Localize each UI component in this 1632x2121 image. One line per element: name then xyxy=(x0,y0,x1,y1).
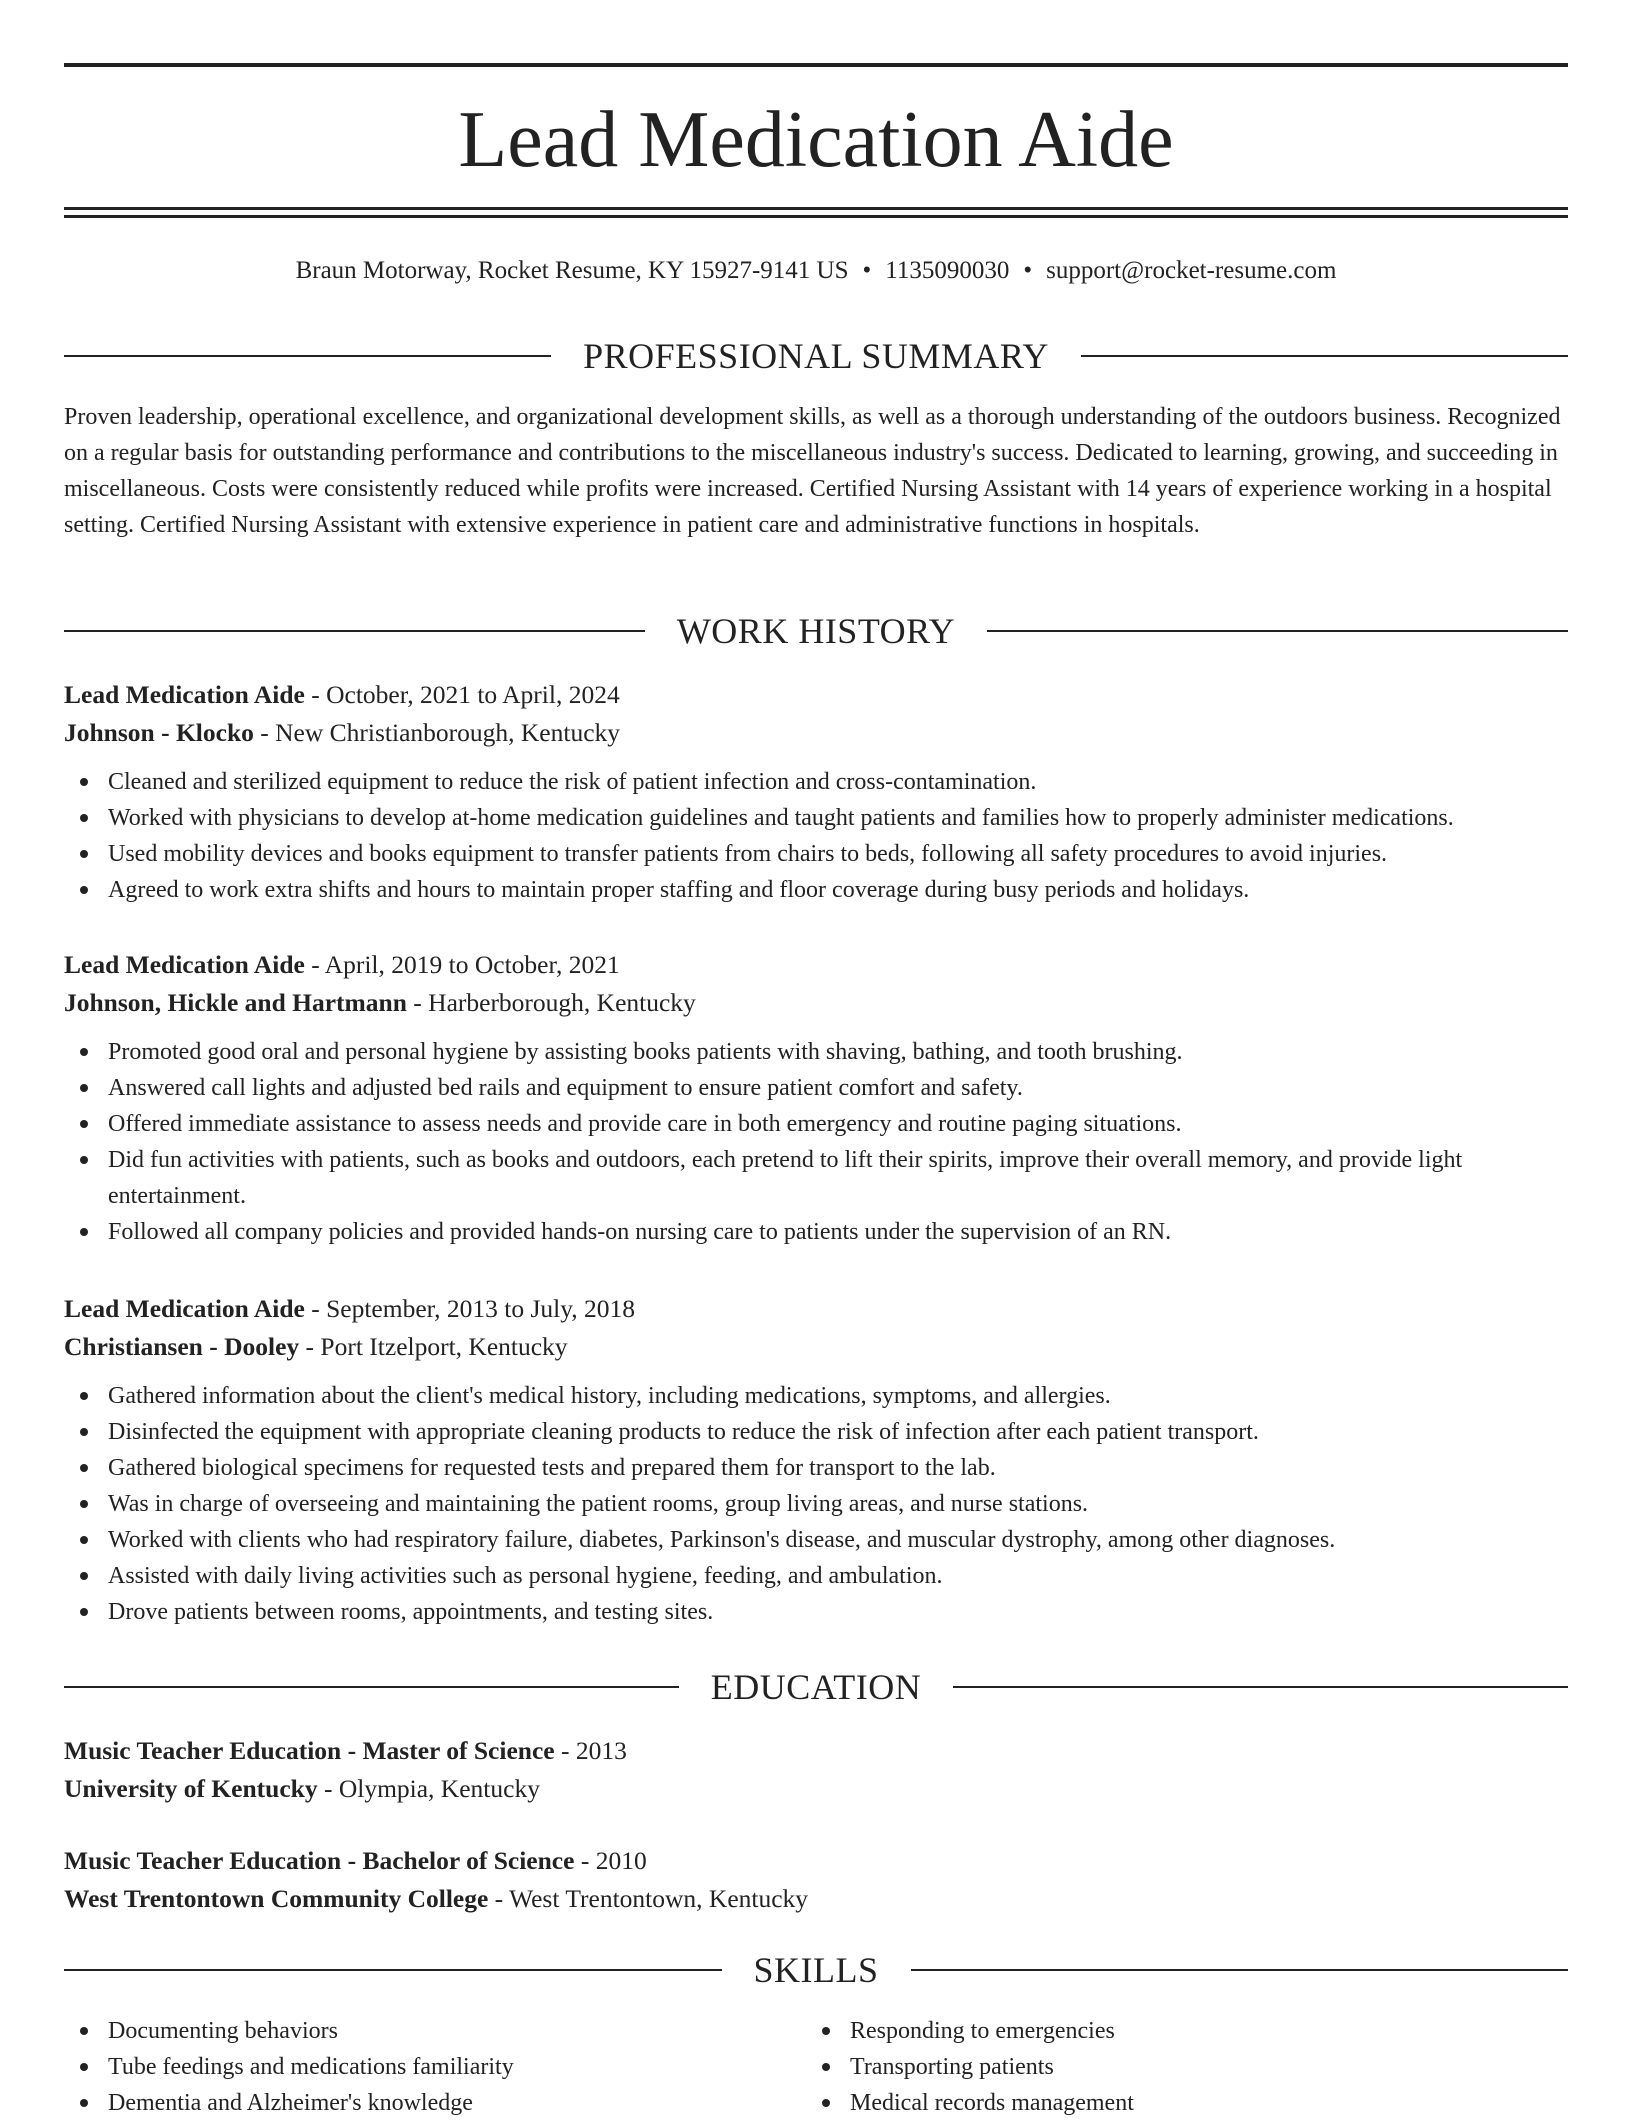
section-heading-skills xyxy=(64,1945,1568,1995)
contact-phone: 1135090030 xyxy=(885,257,1010,284)
heading-label: WORK HISTORY xyxy=(676,611,956,651)
contact-email: support@rocket-resume.com xyxy=(1046,257,1337,284)
contact-separator: • xyxy=(1023,257,1033,284)
skill-item: Responding to emergencies xyxy=(806,2013,1548,2049)
heading-line xyxy=(64,630,645,632)
job-company: Johnson - Klocko xyxy=(64,718,254,747)
contact-address: Braun Motorway, Rocket Resume, KY 15927-9141 US xyxy=(295,257,849,284)
contact-separator: • xyxy=(862,257,872,284)
job-bullets xyxy=(64,764,1568,908)
job-bullets xyxy=(64,1378,1568,1630)
heading-line xyxy=(1081,355,1568,357)
skill-item: Transporting patients xyxy=(806,2049,1548,2085)
job-company-line xyxy=(64,714,1568,752)
job-bullet: Worked with clients who had respiratory failure, diabetes, Parkinson's disease, and muscular dystrophy, among other diagnoses. xyxy=(64,1522,1568,1558)
job-company: Christiansen - Dooley xyxy=(64,1332,300,1361)
job-bullet: Did fun activities with patients, such as books and outdoors, each pretend to lift their spirits, improve their overall memory, and provide light entertainment. xyxy=(64,1142,1568,1214)
job-location: - Harberborough, Kentucky xyxy=(406,988,696,1017)
job-bullet: Followed all company policies and provided hands-on nursing care to patients under the supervision of an RN. xyxy=(64,1214,1568,1250)
education-degree: Music Teacher Education - Master of Science xyxy=(64,1736,555,1765)
education-year: - 2010 xyxy=(574,1846,647,1875)
job-dates: - October, 2021 to April, 2024 xyxy=(304,680,620,709)
education-degree: Music Teacher Education - Bachelor of Science xyxy=(64,1846,575,1875)
summary-text: Proven leadership, operational excellence, and organizational development skills, as well as a thorough understanding of the outdoors business. Recognized on a regular basis for outstanding performance and contributions to the miscellaneous industry's success. Dedicated to learning, growing, and succeeding in miscellaneous. Costs were consistently reduced while profits were increased. Certified Nursing Assistant with 14 years of experience working in a hospital setting. Certified Nursing Assistant with extensive experience in patient care and administrative functions in hospitals. xyxy=(64,404,1561,538)
job-company-line xyxy=(64,984,1568,1022)
education-location: - West Trentontown, Kentucky xyxy=(488,1884,809,1913)
job-title-line xyxy=(64,946,1568,984)
job-bullet: Gathered biological specimens for requested tests and prepared them for transport to the lab. xyxy=(64,1450,1568,1486)
heading-line xyxy=(64,1686,679,1688)
skill-item: Medical records management xyxy=(806,2085,1548,2121)
job-bullet: Gathered information about the client's medical history, including medications, symptoms, and allergies. xyxy=(64,1378,1568,1414)
heading-label: PROFESSIONAL SUMMARY xyxy=(583,336,1049,376)
skills-column-left xyxy=(64,2013,806,2121)
top-rule xyxy=(64,63,1568,67)
job-bullet: Disinfected the equipment with appropriate cleaning products to reduce the risk of infection after each patient transport. xyxy=(64,1414,1568,1450)
job-entry xyxy=(64,1290,1568,1630)
job-bullets xyxy=(64,1034,1568,1250)
heading-label: EDUCATION xyxy=(710,1667,922,1707)
job-bullet: Offered immediate assistance to assess needs and provide care in both emergency and routine paging situations. xyxy=(64,1106,1568,1142)
skill-item: Dementia and Alzheimer's knowledge xyxy=(64,2085,806,2121)
skills-column-right xyxy=(806,2013,1548,2121)
job-entry xyxy=(64,676,1568,908)
job-bullet: Assisted with daily living activities such as personal hygiene, feeding, and ambulation. xyxy=(64,1558,1568,1594)
job-bullet: Was in charge of overseeing and maintaining the patient rooms, group living areas, and nurse stations. xyxy=(64,1486,1568,1522)
job-bullet: Drove patients between rooms, appointments, and testing sites. xyxy=(64,1594,1568,1630)
job-bullet: Used mobility devices and books equipment to transfer patients from chairs to beds, following all safety procedures to avoid injuries. xyxy=(64,836,1568,872)
job-entry xyxy=(64,946,1568,1250)
skill-item: Tube feedings and medications familiarity xyxy=(64,2049,806,2085)
job-bullet: Cleaned and sterilized equipment to reduce the risk of patient infection and cross-contamination. xyxy=(64,764,1568,800)
heading-line xyxy=(64,1969,722,1971)
job-title: Lead Medication Aide xyxy=(64,950,305,979)
education-degree-line xyxy=(64,1732,1568,1770)
job-company-line xyxy=(64,1328,1568,1366)
education-degree-line xyxy=(64,1842,1568,1880)
header-rule-upper xyxy=(64,207,1568,210)
contact-line xyxy=(64,254,1568,288)
job-title-line xyxy=(64,1290,1568,1328)
job-title: Lead Medication Aide xyxy=(64,1294,305,1323)
heading-label: SKILLS xyxy=(753,1950,879,1990)
job-dates: - April, 2019 to October, 2021 xyxy=(304,950,620,979)
section-heading-education xyxy=(64,1662,1568,1712)
job-dates: - September, 2013 to July, 2018 xyxy=(304,1294,636,1323)
heading-line xyxy=(911,1969,1569,1971)
header-rule-lower xyxy=(64,215,1568,218)
education-school: West Trentontown Community College xyxy=(64,1884,489,1913)
job-bullet: Answered call lights and adjusted bed rails and equipment to ensure patient comfort and safety. xyxy=(64,1070,1568,1106)
education-school-line xyxy=(64,1880,1568,1918)
job-location: - New Christianborough, Kentucky xyxy=(253,718,621,747)
education-school: University of Kentucky xyxy=(64,1774,318,1803)
job-title: Lead Medication Aide xyxy=(64,680,305,709)
education-location: - Olympia, Kentucky xyxy=(317,1774,540,1803)
skills-list xyxy=(64,2013,1568,2121)
job-location: - Port Itzelport, Kentucky xyxy=(299,1332,568,1361)
section-heading-work xyxy=(64,606,1568,656)
education-school-line xyxy=(64,1770,1568,1808)
job-title-line xyxy=(64,676,1568,714)
heading-line xyxy=(64,355,551,357)
education-year: - 2013 xyxy=(554,1736,627,1765)
education-entry xyxy=(64,1732,1568,1808)
job-bullet: Promoted good oral and personal hygiene by assisting books patients with shaving, bathing, and tooth brushing. xyxy=(64,1034,1568,1070)
job-company: Johnson, Hickle and Hartmann xyxy=(64,988,407,1017)
job-bullet: Worked with physicians to develop at-home medication guidelines and taught patients and families how to properly administer medications. xyxy=(64,800,1568,836)
resume-title: Lead Medication Aide xyxy=(458,96,1174,184)
heading-line xyxy=(987,630,1568,632)
education-entry xyxy=(64,1842,1568,1918)
job-bullet: Agreed to work extra shifts and hours to maintain proper staffing and floor coverage during busy periods and holidays. xyxy=(64,872,1568,908)
skill-item: Documenting behaviors xyxy=(64,2013,806,2049)
heading-line xyxy=(953,1686,1568,1688)
section-heading-summary xyxy=(64,331,1568,381)
